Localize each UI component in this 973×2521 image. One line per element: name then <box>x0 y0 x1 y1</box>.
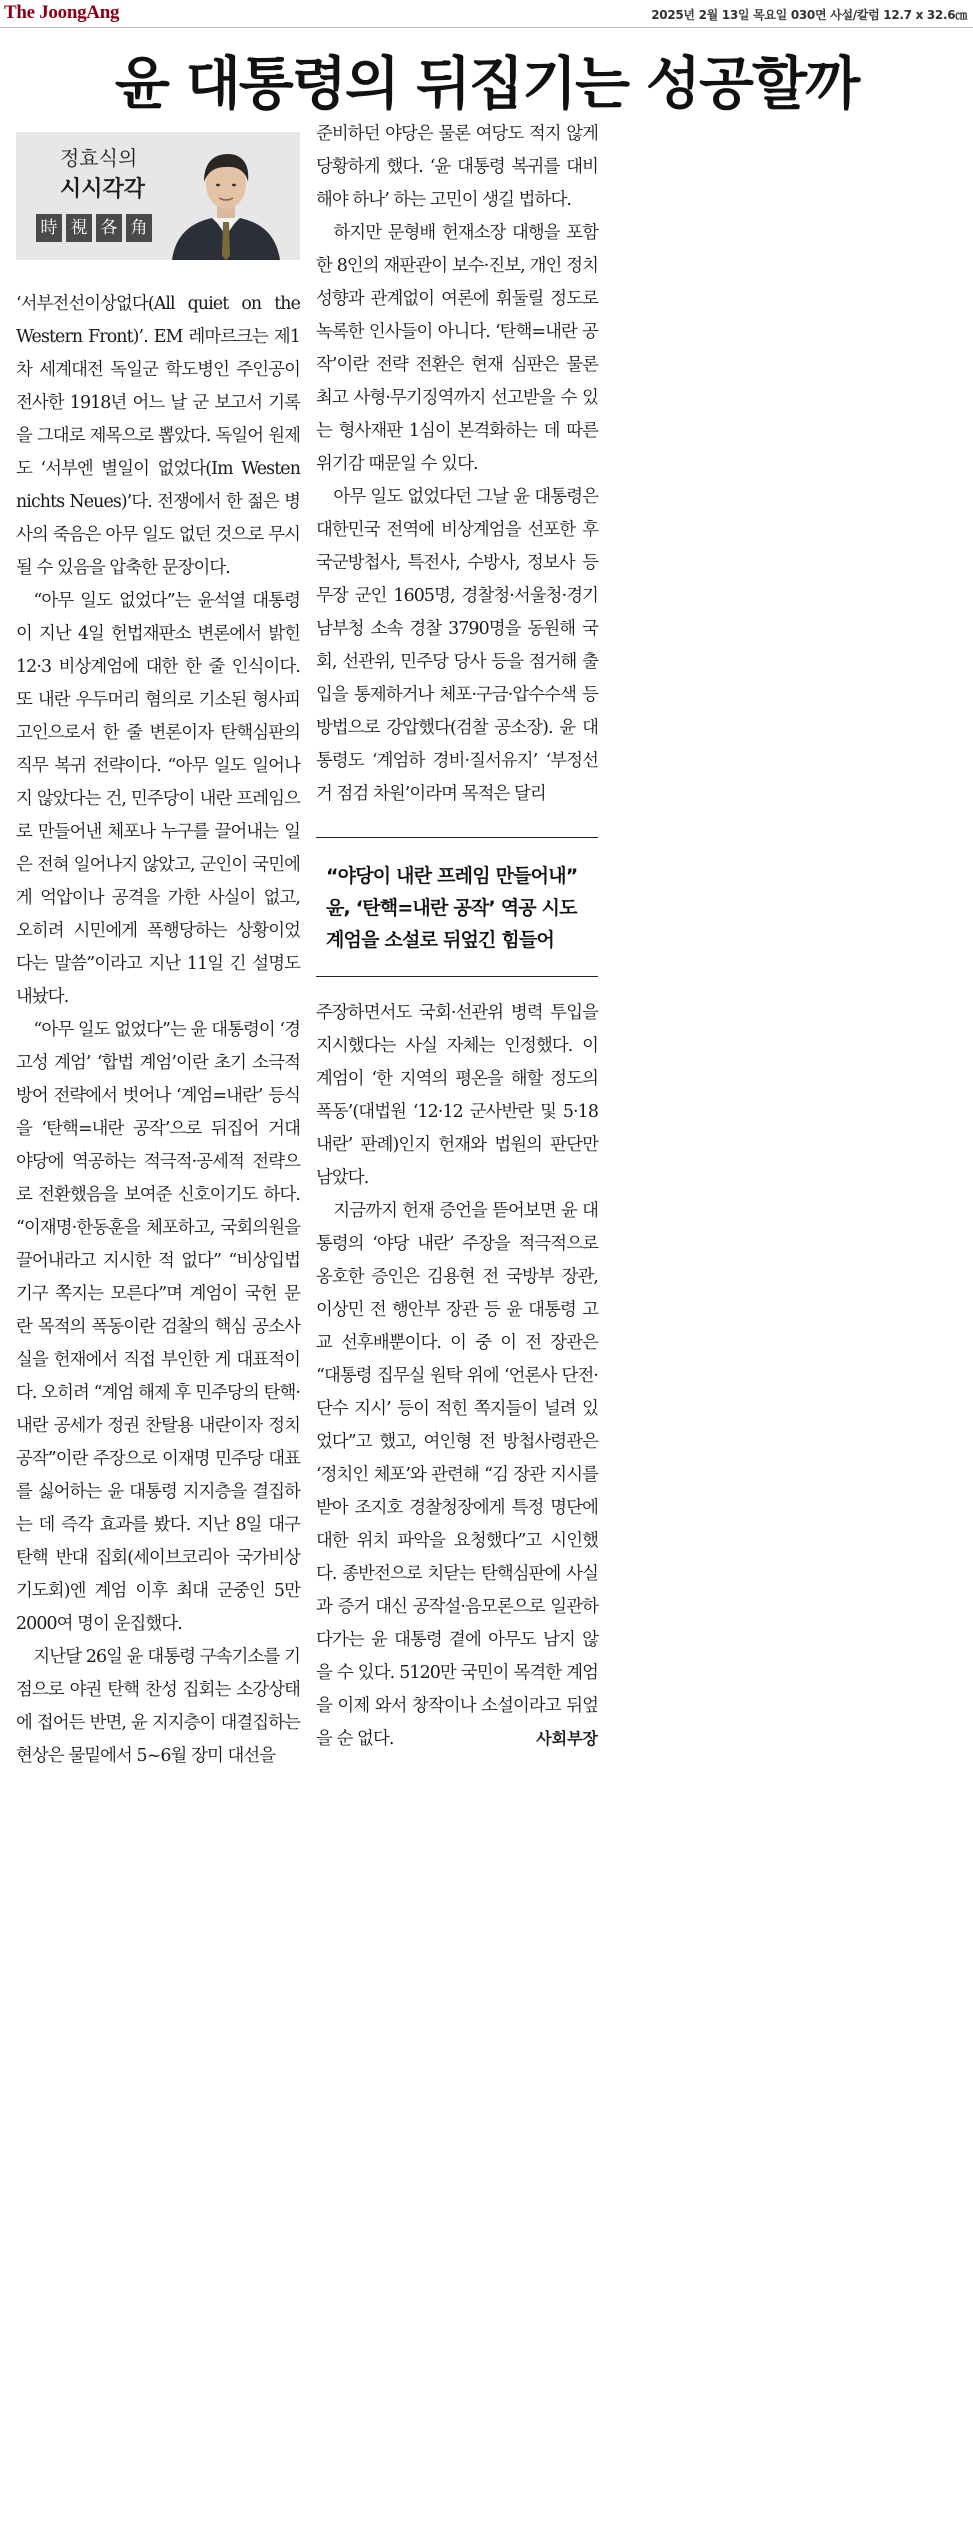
dateline: 2025년 2월 13일 목요일 030면 사설/칼럼 12.7 x 32.6㎝ <box>651 8 967 22</box>
paragraph: 지금까지 헌재 증언을 뜯어보면 윤 대통령의 ‘야당 내란’ 주장을 적극적으로 옹호한 증인은 김용현 전 국방부 장관, 이상민 전 행안부 장관 등 윤 대통령 고교 선후배뿐이다. 이 중 이 전 장관은 “대통령 집무실 원탁 위에 ‘언론사 단전·단수 지시’ 등이 적힌 쪽지들이 널려 있었다”고 했고, 여인형 전 방첩사령관은 ‘정치인 체포’와 관련해 “김 장관 지시를 받아 조지호 경찰청장에게 특정 명단에 대한 위치 파악을 요청했다”고 시인했다. 종반전으로 치닫는 탄핵심판에 사실과 증거 대신 공작설·음모론으로 일관하다가는 윤 대통령 곁에 아무도 남지 않을 수 있다. 5120만 국민이 목격한 계엄을 이제 와서 창작이나 소설이라고 뒤엎을 순 없다. <box>316 1201 598 1749</box>
pull-quote-line: “야당이 내란 프레임 만들어내” <box>326 865 578 887</box>
hanja-char: 時 <box>36 214 62 242</box>
hanja-char: 角 <box>126 214 152 242</box>
pull-quote <box>316 837 598 977</box>
column-author: 정효식의 <box>60 146 138 170</box>
paragraph: 지난달 26일 윤 대통령 구속기소를 기점으로 야권 탄핵 찬성 집회는 소강상태에 접어든 반면, 윤 지지층이 대결집하는 현상은 물밑에서 5~6월 장미 대선을 <box>16 1647 300 1766</box>
paragraph: 준비하던 야당은 물론 여당도 적지 않게 당황하게 했다. ‘윤 대통령 복귀를 대비해야 하나’ 하는 고민이 생길 법하다. <box>316 124 598 210</box>
pull-quote-line: 계엄을 소설로 뒤엎긴 힘들어 <box>326 929 555 951</box>
author-portrait <box>166 140 286 260</box>
page-header <box>0 0 973 28</box>
paragraph: “아무 일도 없었다”는 윤석열 대통령이 지난 4일 헌법재판소 변론에서 밝힌 12·3 비상계엄에 대한 한 줄 인식이다. 또 내란 우두머리 혐의로 기소된 형사피고인으로서 한 줄 변론이자 탄핵심판의 직무 복귀 전략이다. “아무 일도 일어나지 않았다는 건, 민주당이 내란 프레임으로 만들어낸 체포나 누구를 끌어내는 일은 전혀 일어나지 않았고, 군인이 국민에게 억압이나 공격을 가한 사실이 없고, 오히려 시민에게 폭행당하는 상황이었다는 말씀”이라고 지난 11일 긴 설명도 내놨다. <box>16 591 300 1007</box>
column-title: 시시각각 <box>60 177 146 202</box>
newspaper-logo: The JoongAng <box>4 2 120 23</box>
paragraph: 하지만 문형배 헌재소장 대행을 포함한 8인의 재판관이 보수·진보, 개인 정치 성향과 관계없이 여론에 휘둘릴 정도로 녹록한 인사들이 아니다. ‘탄핵=내란 공작’이란 전략 전환은 현재 심판은 물론 최고 사형·무기징역까지 선고받을 수 있는 형사재판 1심이 본격화하는 데 따른 위기감 때문일 수 있다. <box>316 223 598 474</box>
left-column <box>16 132 300 1773</box>
column-hanja <box>36 214 152 242</box>
paragraph: 아무 일도 없었다던 그날 윤 대통령은 대한민국 전역에 비상계엄을 선포한 후 국군방첩사, 특전사, 수방사, 정보사 등 무장 군인 1605명, 경찰청·서울청·경기남부청 소속 경찰 3790명을 동원해 국회, 선관위, 민주당 당사 등을 점거해 출입을 통제하거나 체포·구금·압수수색 등 방법으로 강압했다(검찰 공소장). 윤 대통령도 ‘계엄하 경비·질서유지’ ‘부정선거 점검 차원’이라며 목적은 달리 <box>316 487 598 804</box>
hanja-char: 各 <box>96 214 122 242</box>
pull-quote-line: 윤, ‘탄핵=내란 공작’ 역공 시도 <box>326 897 577 919</box>
column-logo-box <box>16 132 300 260</box>
paragraph: 주장하면서도 국회·선관위 병력 투입을 지시했다는 사실 자체는 인정했다. 이 계엄이 ‘한 지역의 평온을 해할 정도의 폭동’(대법원 ‘12·12 군사반란 및 5·18 내란’ 판례)인지 헌재와 법원의 판단만 남았다. <box>316 1003 598 1188</box>
right-column <box>316 118 598 1749</box>
hanja-char: 視 <box>66 214 92 242</box>
byline: 사회부장 <box>536 1729 598 1748</box>
right-body-text-top <box>316 118 598 811</box>
paragraph: “아무 일도 없었다”는 윤 대통령이 ‘경고성 계엄’ ‘합법 계엄’이란 초기 소극적 방어 전략에서 벗어나 ‘계엄=내란’ 등식을 ‘탄핵=내란 공작’으로 뒤집어 거대 야당에 역공하는 적극적·공세적 전략으로 전환했음을 보여준 신호이기도 하다. “이재명·한동훈을 체포하고, 국회의원을 끌어내라고 지시한 적 없다” “비상입법기구 쪽지는 모른다”며 계엄이 국헌 문란 목적의 폭동이란 검찰의 핵심 공소사실을 헌재에서 직접 부인한 게 대표적이다. 오히려 “계엄 해제 후 민주당의 탄핵·내란 공세가 정권 찬탈용 내란이자 정치공작”이란 주장으로 이재명 민주당 대표를 싫어하는 윤 대통령 지지층을 결집하는 데 즉각 효과를 봤다. 지난 8일 대구 탄핵 반대 집회(세이브코리아 국가비상기도회)엔 계엄 이후 최대 군중인 5만2000여 명이 운집했다. <box>16 1020 300 1634</box>
left-body-text <box>16 288 300 1773</box>
right-body-text-bottom <box>316 997 598 1756</box>
article-headline: 윤 대통령의 뒤집기는 성공할까 <box>114 51 859 117</box>
paragraph: ‘서부전선이상없다(All quiet on the Western Front)’. EM 레마르크는 제1차 세계대전 독일군 학도병인 주인공이 전사한 1918년 어느 날 군 보고서 기록을 그대로 제목으로 뽑았다. 독일어 원제도 ‘서부엔 별일이 없었다(Im Westen nichts Neues)’다. 전쟁에서 한 젊은 병사의 죽음은 아무 일도 없던 것으로 무시될 수 있음을 압축한 문장이다. <box>16 294 300 578</box>
